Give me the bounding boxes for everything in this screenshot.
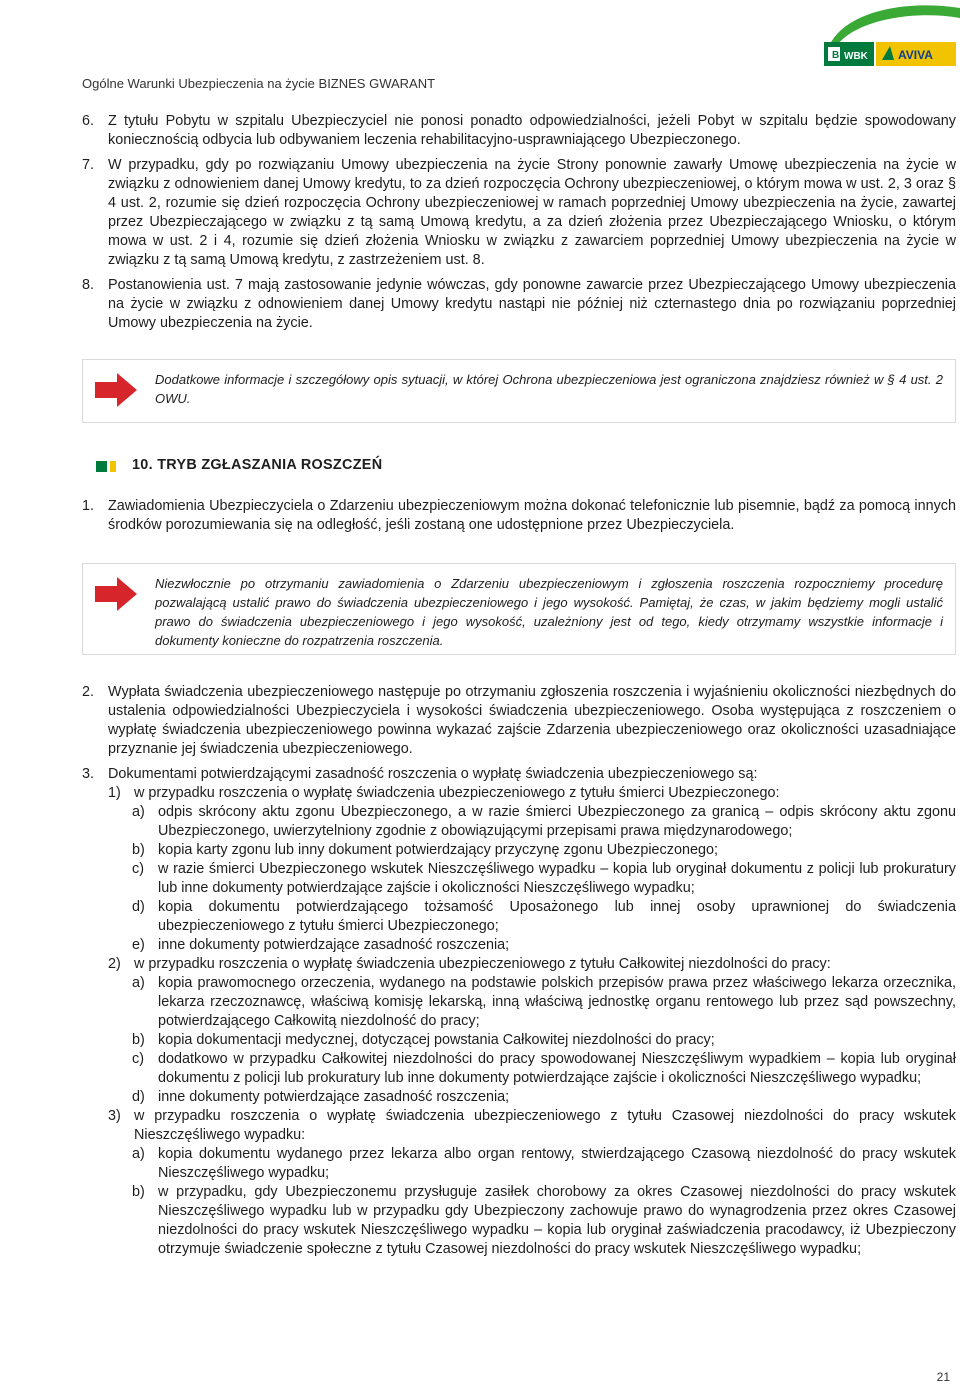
logo-wbk-text: WBK <box>844 51 868 62</box>
insurer-logo <box>818 0 960 80</box>
sublist-item-2b: b) kopia dokumentacji medycznej, dotyczącej powstania Całkowitej niezdolności do pracy; <box>132 1032 715 1048</box>
sublist-item-1a: a) odpis skrócony aktu zgonu Ubezpieczonego, a w razie śmierci Ubezpieczonego za granicą – odpis skrócony aktu zgonu Ubezpieczonego, uwierzytelniony zgodnie z obowiązującymi przepisami prawa międzynarodowego; <box>132 804 956 839</box>
sublist-item-1e: e) inne dokumenty potwierdzające zasadność roszczenia; <box>132 937 510 953</box>
sublist-item-3a: a) kopia dokumentu wydanego przez lekarza albo organ rentowy, stwierdzającego Czasową niezdolność do pracy wskutek Nieszczęśliwego wypadku; <box>132 1146 956 1181</box>
arrow-icon <box>93 574 139 614</box>
sublist-item-3b: b) w przypadku, gdy Ubezpieczonemu przysługuje zasiłek chorobowy za okres Czasowej niezdolności do pracy wskutek Nieszczęśliwego wypadku lub w przypadku gdy Ubezpieczony zachowuje prawo do wynagrodzenia przez okres Czasowej niezdolności do pracy wskutek Nieszczęśliwego wypadku – kopia lub oryginał zaświadczenia pracodawcy, iż Ubezpieczony otrzymuje świadczenie społeczne z tytułu Czasowej niezdolności do pracy wskutek Nieszczęśliwego wypadku; <box>132 1184 956 1257</box>
list-item-7: 7. W przypadku, gdy po rozwiązaniu Umowy ubezpieczenia na życie Strony ponownie zawarły Umowę ubezpieczenia na życie w związku z odnowieniem danej Umowy kredytu, to za dzień rozpoczęcia Ochrony ubezpieczeniowej, o którym mowa w ust. 2, 3 oraz § 4 ust. 2, rozumie się dzień rozpoczęcia Ochrony ubezpieczeniowej w ramach poprzedniej Umowy ubezpieczenia na życie, zawartej przez Ubezpieczającego w związku z tą samą Umową kredytu, a za dzień złożenia przez Ubezpieczającego Wniosku, o którym mowa w ust. 2 i 4, rozumie się dzień złożenia Wniosku w związku z zawarciem poprzedniej Umowy ubezpieczenia na życie w związku z tą samą Umową kredytu, z zastrzeżeniem ust. 8. <box>82 157 956 268</box>
sublist-item-2: 2) w przypadku roszczenia o wypłatę świadczenia ubezpieczeniowego z tytułu Całkowitej niezdolności do pracy: <box>108 956 831 972</box>
info-box-1-text: Dodatkowe informacje i szczegółowy opis sytuacji, w której Ochrona ubezpieczeniowa jest ograniczona znajdziesz również w § 4 ust. 2 OWU. <box>155 372 943 406</box>
sublist-item-3: 3) w przypadku roszczenia o wypłatę świadczenia ubezpieczeniowego z tytułu Czasowej niezdolności do pracy wskutek Nieszczęśliwego wypadku: <box>108 1108 956 1143</box>
sublist-item-1b: b) kopia karty zgonu lub inny dokument potwierdzający przyczynę zgonu Ubezpieczonego; <box>132 842 718 858</box>
document-header: Ogólne Warunki Ubezpieczenia na życie BIZNES GWARANT <box>82 76 436 91</box>
sublist-item-1: 1) w przypadku roszczenia o wypłatę świadczenia ubezpieczeniowego z tytułu śmierci Ubezpieczonego: <box>108 785 780 801</box>
section-heading: 10. TRYB ZGŁASZANIA ROSZCZEŃ <box>82 457 956 479</box>
svg-text:B: B <box>832 50 840 61</box>
list-item-6: 6. Z tytułu Pobytu w szpitalu Ubezpieczyciel nie ponosi ponadto odpowiedzialności, jeżeli Pobyt w szpitalu będzie spowodowany koniecznością odbycia lub odbywaniem leczenia rehabilitacyjno-usprawniającego Ubezpieczonego. <box>82 113 956 148</box>
list-item-1: 1. Zawiadomienia Ubezpieczyciela o Zdarzeniu ubezpieczeniowym można dokonać telefonicznie lub pisemnie, bądź za pomocą innych środków porozumiewania się na odległość, jeśli zostaną one udostępnione przez Ubezpieczyciela. <box>82 498 956 533</box>
list-item-2: 2. Wypłata świadczenia ubezpieczeniowego następuje po otrzymaniu zgłoszenia roszczenia i wyjaśnieniu okoliczności niezbędnych do ustalenia odpowiedzialności Ubezpieczyciela i wysokości świadczenia ubezpieczeniowego. Osoba występująca z roszczeniem o wypłatę świadczenia ubezpieczeniowego powinna wykazać zajście Zdarzenia ubezpieczeniowego oraz okoliczności uzasadniające przyznanie jej świadczenia ubezpieczeniowego. <box>82 684 956 757</box>
page-content <box>82 112 956 1259</box>
sublist-item-2a: a) kopia prawomocnego orzeczenia, wydanego na podstawie polskich przepisów prawa przez właściwego lekarza orzecznika, lekarza rzeczoznawcę, właściwą komisję lekarską, inną właściwą jednostkę organu rentowego lub przez sąd powszechny, potwierdzającego Całkowitą niezdolność do pracy; <box>132 975 956 1029</box>
sublist-item-1d: d) kopia dokumentu potwierdzającego tożsamość Uposażonego lub innej osoby uprawnionej do świadczenia ubezpieczeniowego z tytułu śmierci Ubezpieczonego; <box>132 899 956 934</box>
list-item-3: 3. Dokumentami potwierdzającymi zasadność roszczenia o wypłatę świadczenia ubezpieczeniowego są: <box>82 766 758 782</box>
sublist-item-1c: c) w razie śmierci Ubezpieczonego wskutek Nieszczęśliwego wypadku – kopia lub oryginał dokumentu z policji lub prokuratury lub inne dokumenty potwierdzające zajście i okoliczności Nieszczęśliwego wypadku; <box>132 861 956 896</box>
yellow-square-icon <box>110 461 116 472</box>
sublist-item-2d: d) inne dokumenty potwierdzające zasadność roszczenia; <box>132 1089 510 1105</box>
page-number: 21 <box>936 1370 950 1384</box>
arrow-icon <box>93 370 139 410</box>
sublist-item-2c: c) dodatkowo w przypadku Całkowitej niezdolności do pracy spowodowanej Nieszczęśliwym wypadkiem – kopia lub oryginał dokumentu z policji lub prokuratury lub inne dokumenty potwierdzające zajście i okoliczności Nieszczęśliwego wypadku; <box>132 1051 956 1086</box>
logo-aviva-text: AVIVA <box>898 48 933 62</box>
info-box-2 <box>82 563 956 655</box>
green-square-icon <box>96 461 107 472</box>
info-box-2-text: Niezwłocznie po otrzymaniu zawiadomienia o Zdarzeniu ubezpieczeniowym i zgłoszenia roszczenia rozpoczniemy procedurę pozwalającą ustalić prawo do świadczenia ubezpieczeniowego i jego wysokość. Pamiętaj, że czas, w jakim będziemy mogli ustalić prawo do świadczenia ubezpieczeniowego i jego wysokość, uzależniony jest od tego, kiedy otrzymamy wszystkie informacje i dokumenty konieczne do rozpatrzenia roszczenia. <box>155 576 943 648</box>
list-item-8: 8. Postanowienia ust. 7 mają zastosowanie jedynie wówczas, gdy ponowne zawarcie przez Ubezpieczającego Umowy ubezpieczenia na życie w związku z odnowieniem danej Umowy kredytu nastąpi nie później niż czternastego dnia po rozwiązaniu poprzedniej Umowy ubezpieczenia na życie. <box>82 277 956 331</box>
info-box-1 <box>82 359 956 423</box>
